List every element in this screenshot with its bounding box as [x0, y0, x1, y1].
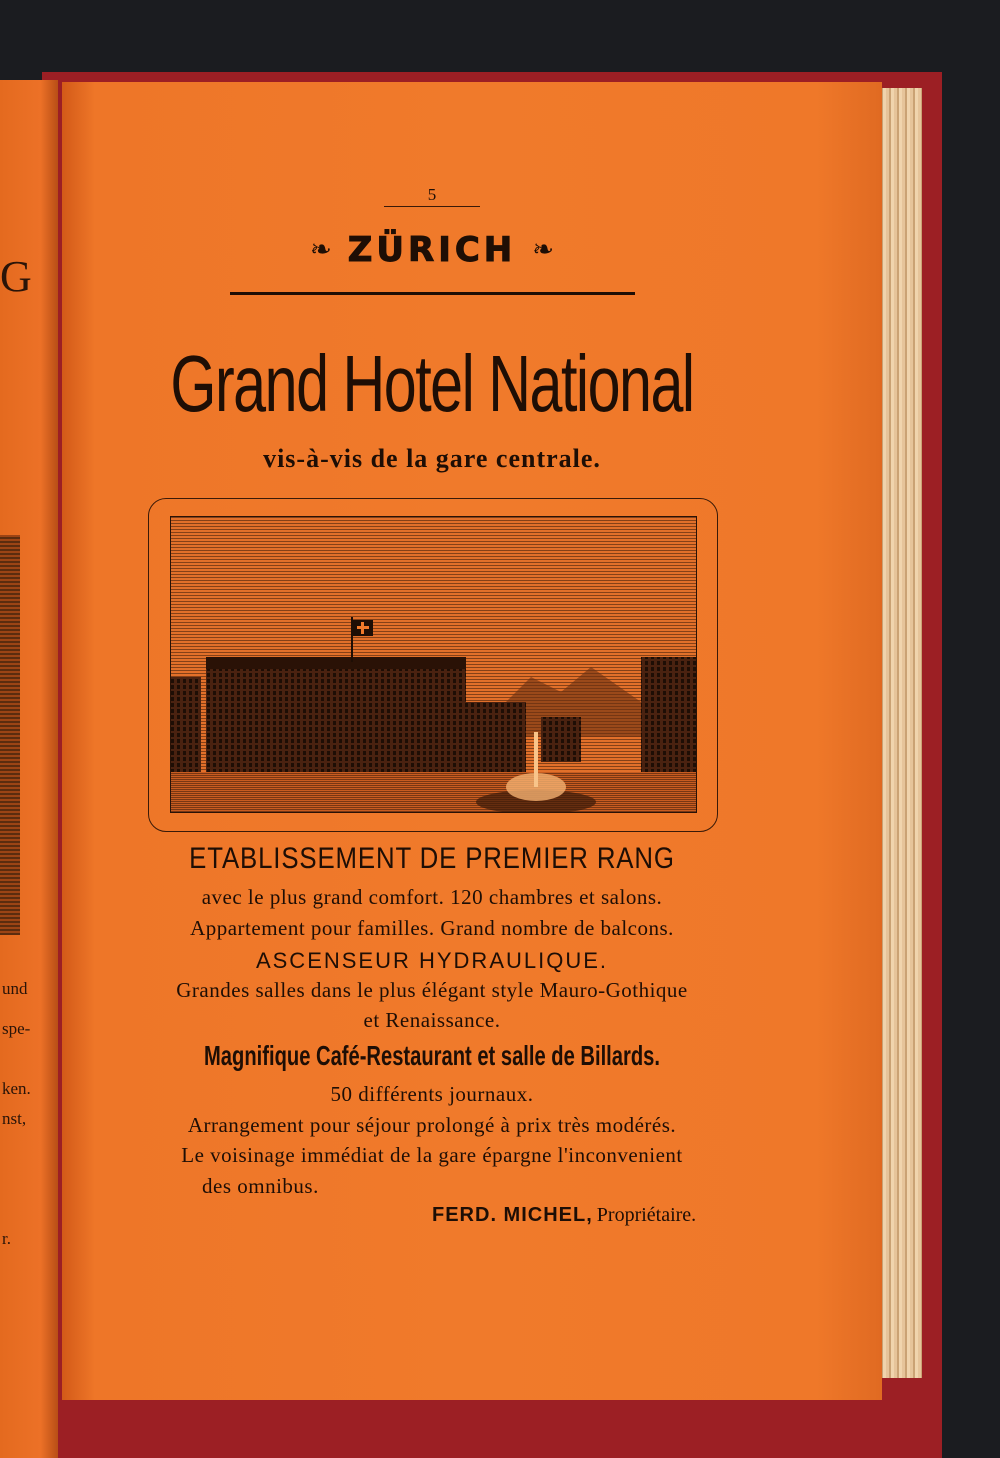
- description-line: et Renaissance.: [363, 1008, 501, 1032]
- description-line: ASCENSEUR HYDRAULIQUE.: [255, 948, 609, 973]
- section-heading: ETABLISSEMENT DE PREMIER RANG: [189, 842, 675, 875]
- left-page: [0, 80, 58, 1458]
- owner-role: Propriétaire.: [596, 1204, 697, 1226]
- description-line: avec le plus grand comfort. 120 chambres et salons.: [201, 885, 663, 909]
- left-page-fragment: nst,: [2, 1109, 27, 1128]
- ornament-right-icon: ❧: [532, 235, 555, 264]
- hotel-subtitle: vis-à-vis de la gare centrale.: [263, 444, 601, 473]
- owner-name: FERD. MICHEL,: [432, 1204, 593, 1226]
- description-line: des omnibus.: [202, 1174, 319, 1198]
- description-line: Le voisinage immédiat de la gare épargne l'inconvenient: [181, 1143, 683, 1167]
- left-page-illustration: [0, 535, 20, 935]
- hotel-engraving: [170, 516, 697, 813]
- description-line: Magnifique Café-Restaurant et salle de Billards.: [204, 1040, 660, 1071]
- page-number: 5: [427, 185, 437, 204]
- description-line: 50 différents journaux.: [330, 1082, 534, 1106]
- left-page-fragment: spe-: [2, 1019, 31, 1038]
- city-rule: [230, 292, 635, 295]
- description-line: Arrangement pour séjour prolongé à prix très modérés.: [187, 1113, 677, 1137]
- description-line: Grandes salles dans le plus élégant style Mauro-Gothique: [176, 978, 688, 1002]
- advertisement-page: [62, 82, 882, 1400]
- left-page-fragment: ken.: [2, 1079, 31, 1098]
- owner-signature: [432, 1204, 696, 1227]
- description-line: Appartement pour familles. Grand nombre de balcons.: [190, 916, 674, 940]
- left-page-fragment: r.: [2, 1229, 11, 1248]
- hotel-name: Grand Hotel National: [170, 339, 694, 428]
- city-name: ZÜRICH: [347, 230, 517, 270]
- city-header: [62, 230, 802, 270]
- page-number-rule: [384, 206, 480, 207]
- ornament-left-icon: ❧: [309, 235, 332, 264]
- left-page-fragment: und: [2, 979, 28, 998]
- left-page-fragment: G: [0, 252, 32, 301]
